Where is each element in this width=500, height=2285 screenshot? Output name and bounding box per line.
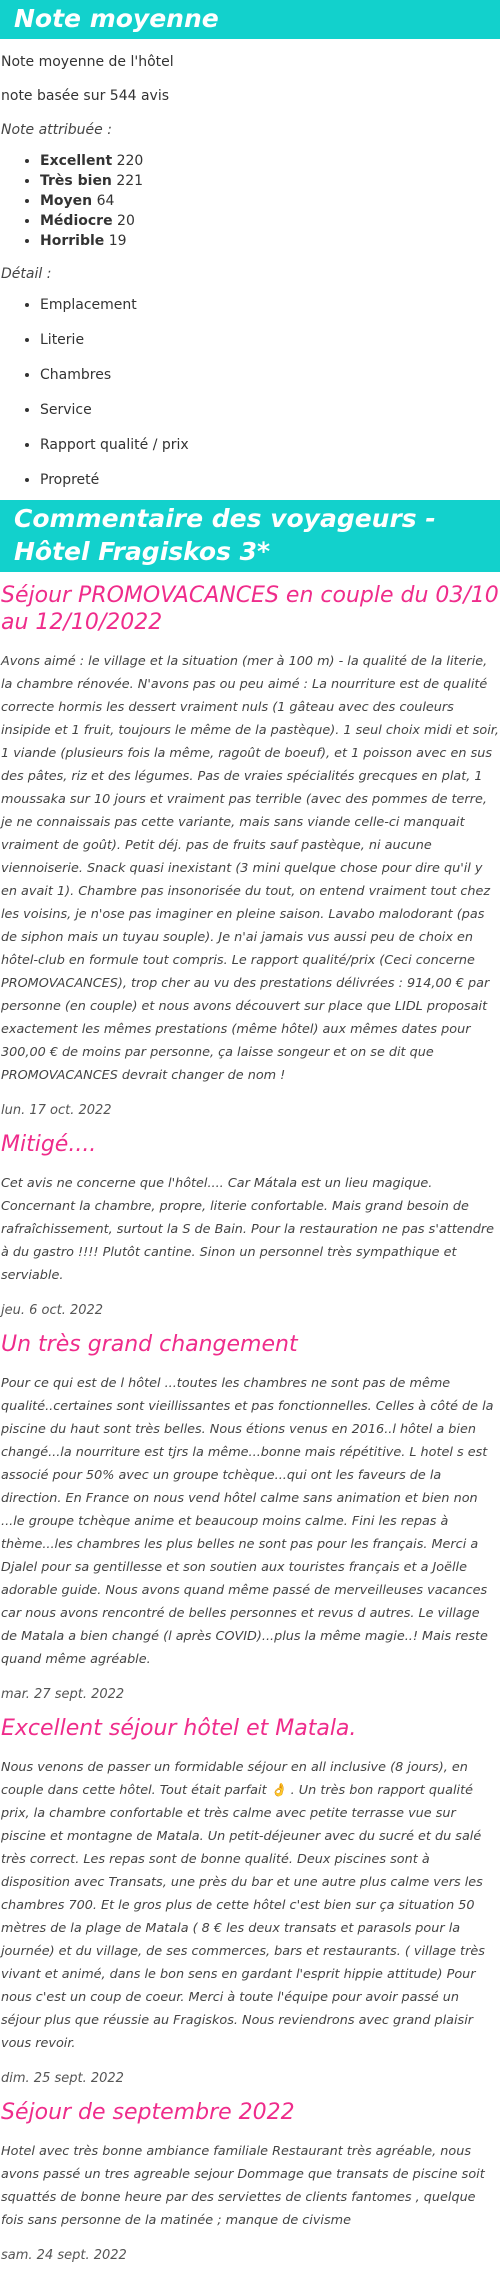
review-item xyxy=(0,582,500,1121)
review-title: Séjour PROMOVACANCES en couple du 03/10 au 12/10/2022 xyxy=(1,583,499,635)
review-body: Pour ce qui est de l hôtel ...toutes les chambres ne sont pas de même qualité..certaines sont vieillissantes et pas fonctionnelles. Celles à côté de la piscine du haut sont très belles. Nous étions venus en 2016..l hôtel a bien changé...la nourriture est tjrs la même...bonne mais répétitive. L hotel s est associé pour 50% avec un groupe tchèque...qui ont les faveurs de la direction. En France on nous vend hôtel calme sans animation et bien non ...le groupe tchèque anime et beaucoup moins calme. Fini les repas à thème...les chambres les plus belles ne sont pas pour les français. Merci a Djalel pour sa gentillesse et son soutien aux touristes français et a Joëlle adorable guide. Nous avons quand même passé de merveilleuses vacances car nous avons rencontré de belles personnes et revus d autres. Le village de Matala a bien changé (l après COVID)...plus la même magie..! Mais reste quand même agréable. xyxy=(1,1376,494,1667)
rating-count: 221 xyxy=(116,173,144,189)
review-date: mar. 27 sept. 2022 xyxy=(1,1687,125,1702)
reviews-section xyxy=(0,500,500,2266)
detail-item-service: • Service xyxy=(40,400,500,420)
review-item xyxy=(0,1331,500,1705)
review-title: Séjour de septembre 2022 xyxy=(1,2100,295,2125)
rating-subtitle: Note moyenne de l'hôtel xyxy=(1,54,174,70)
given-rating-label: Note attribuée : xyxy=(1,122,112,138)
detail-label: Détail : xyxy=(1,266,52,282)
review-item xyxy=(0,1131,500,1321)
review-date: sam. 24 sept. 2022 xyxy=(1,2248,127,2263)
rating-item-moyen xyxy=(40,191,500,211)
review-body: Cet avis ne concerne que l'hôtel.... Car Mátala est un lieu magique. Concernant la chambre, propre, literie confortable. Mais grand besoin de rafraîchissement, surtout la S de Bain. Pour la restauration ne pas s'attendre à du gastro !!!! Plutôt cantine. Sinon un personnel très sympathique et serviable. xyxy=(1,1176,494,1283)
review-item xyxy=(0,2099,500,2266)
rating-count: 19 xyxy=(108,233,127,249)
rating-section xyxy=(0,0,500,490)
review-item xyxy=(0,1715,500,2089)
rating-section-title: Note moyenne xyxy=(0,0,500,39)
rating-label: Horrible xyxy=(40,233,105,249)
rating-label: Très bien xyxy=(40,173,112,189)
detail-list xyxy=(0,295,500,490)
rating-label: Excellent xyxy=(40,153,113,169)
rating-list xyxy=(0,151,500,251)
rating-item-mediocre xyxy=(40,211,500,231)
review-title: Mitigé.... xyxy=(1,1132,97,1157)
review-date: jeu. 6 oct. 2022 xyxy=(1,1303,104,1318)
rating-item-tres-bien xyxy=(40,171,500,191)
review-title: Un très grand changement xyxy=(1,1332,298,1357)
review-date: lun. 17 oct. 2022 xyxy=(1,1103,112,1118)
detail-item-rapport-qualite-prix: • Rapport qualité / prix xyxy=(40,435,500,455)
rating-count: 220 xyxy=(116,153,144,169)
detail-item-literie: • Literie xyxy=(40,330,500,350)
detail-item-proprete: • Propreté xyxy=(40,470,500,490)
rating-label: Médiocre xyxy=(40,213,113,229)
review-date: dim. 25 sept. 2022 xyxy=(1,2071,124,2086)
rating-count: 20 xyxy=(117,213,135,229)
rating-item-excellent xyxy=(40,151,500,171)
rating-item-horrible xyxy=(40,231,500,251)
detail-item-chambres: • Chambres xyxy=(40,365,500,385)
review-body: Hotel avec très bonne ambiance familiale Restaurant très agréable, nous avons passé un tres agreable sejour Dommage que transats de piscine soit squattés de bonne heure par des serviettes de clients fantomes , quelque fois sans personne de la matinée ; manque de civisme xyxy=(1,2144,485,2228)
review-body: Avons aimé : le village et la situation (mer à 100 m) - la qualité de la literie, la chambre rénovée. N'avons pas ou peu aimé : La nourriture est de qualité correcte hormis les dessert vraiment nuls (1 gâteau avec des couleurs insipide et 1 fruit, toujours le même de la pastèque). 1 seul choix midi et soir, 1 viande (plusieurs fois la même, ragoût de boeuf), et 1 poisson avec en sus des pâtes, riz et des légumes. Pas de vraies spécialités grecques en plat, 1 moussaka sur 10 jours et vraiment pas terrible (avec des pommes de terre, je ne connaissais pas cette variante, mais sans viande celle-ci manquait vraiment de goût). Petit déj. pas de fruits sauf pastèque, ni aucune viennoiserie. Snack quasi inexistant (3 mini quelque chose pour dire qu'il y en avait 1). Chambre pas insonorisée du tout, on entend vraiment tout chez les voisins, je n'ose pas imaginer en pleine saison. Lavabo malodorant (pas de siphon mais un tuyau souple). Je n'ai jamais vus aussi peu de choix en hôtel-club en formule tout compris. Le rapport qualité/prix (Ceci concerne PROMOVACANCES), trop cher au vu des prestations délivrées : 914,00 € par personne (en couple) et nous avons découvert sur place que LIDL proposait exactement les mêmes prestations (même hôtel) aux mêmes dates pour 300,00 € de moins par personne, ça laisse songeur et on se dit que PROMOVACANCES devrait changer de nom ! xyxy=(1,654,499,1083)
review-count-text: note basée sur 544 avis xyxy=(1,88,170,104)
reviews-section-title: Commentaire des voyageurs - Hôtel Fragiskos 3* xyxy=(0,500,500,572)
review-body: Nous venons de passer un formidable séjour en all inclusive (8 jours), en couple dans cette hôtel. Tout était parfait 👌 . Un très bon rapport qualité prix, la chambre confortable et très calme avec petite terrasse vue sur piscine et montagne de Matala. Un petit-déjeuner avec du sucré et du salé très correct. Les repas sont de bonne qualité. Deux piscines sont à disposition avec Transats, une près du bar et une autre plus calme vers les chambres 700. Et le gros plus de cette hôtel c'est bien sur ça situation 50 mètres de la plage de Matala ( 8 € les deux transats et parasols pour la journée) et du village, de ses commerces, bars et restaurants. ( village très vivant et animé, dans le bon sens en gardant l'esprit hippie attitude) Pour nous c'est un coup de coeur. Merci à toute l'équipe pour avoir passé un séjour plus que réussie au Fragiskos. Nous reviendrons avec grand plaisir vous revoir. xyxy=(1,1760,485,2051)
detail-item-emplacement: • Emplacement xyxy=(40,295,500,315)
review-title: Excellent séjour hôtel et Matala. xyxy=(1,1716,357,1741)
rating-count: 64 xyxy=(96,193,115,209)
rating-label: Moyen xyxy=(40,193,93,209)
